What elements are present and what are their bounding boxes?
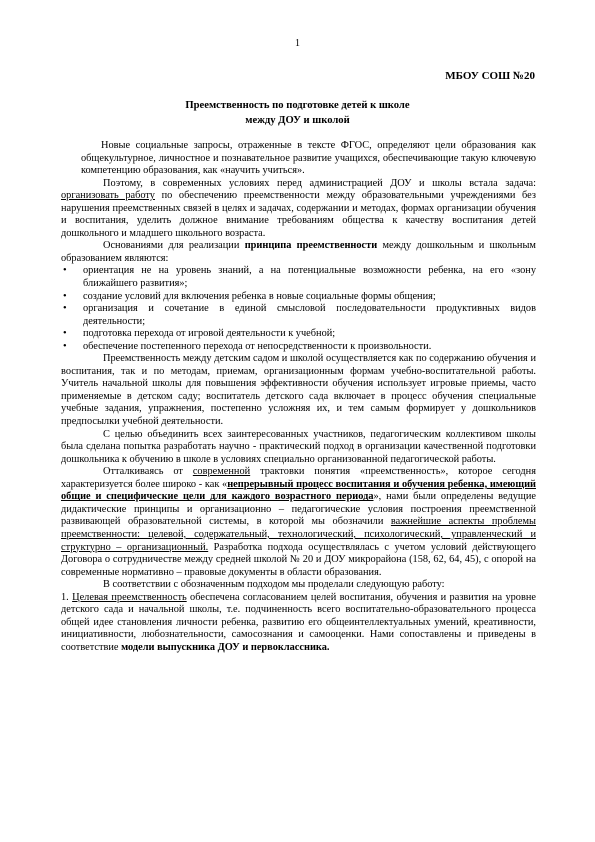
- aspects-underlined: важнейшие аспекты проблемы преемственности: целевой, содержательный, технологический, психологический, управленческий и структурно – организационный.: [61, 516, 536, 553]
- intro-paragraph: Новые социальные запросы, отраженные в тексте ФГОС, определяют цели образования как общекультурное, личностное и познавательное развитие учащихся, обеспечивающие такую ключевую компетенцию образования, как «научить учиться».: [81, 140, 536, 177]
- task-paragraph: [61, 178, 536, 241]
- task-text-start: Поэтому, в современных условиях перед администрацией ДОУ и школы встала задача:: [103, 177, 536, 189]
- bases-paragraph: [61, 240, 536, 265]
- list-item: • ориентация не на уровень знаний, а на потенциальные возможности ребенка, на его «зону ближайшего развития»;: [63, 265, 536, 290]
- bullet-icon: •: [63, 328, 67, 340]
- task-text-end: по обеспечению преемственности между образовательными учреждениями без нарушения преемственных связей в целях и задачах, содержании и методах, формах организации обучения и воспитания, уделить должное внимание требованиям общества к качеству воспитания детей дошкольного и младшего школьного возраста.: [61, 190, 536, 239]
- bullet-icon: •: [63, 290, 67, 302]
- target-continuity-paragraph: 1. Целевая преемственность обеспечена согласованием целей воспитания, обучения и развития на уровне детского сада и начальной школы, т.е. подчиненность всего воспитательно-образовательного процесса общей идее становления личности ребенка, развитию его общеинтеллектуальных умений, креативности, инициативности, любознательности, самосознания и самооценки. Нами сопоставлены и приведены в соответствие модели выпускника ДОУ и первоклассника.: [61, 591, 536, 653]
- list-item: • организация и сочетание в единой смысловой последовательности продуктивных видов деятельности;: [63, 303, 536, 327]
- document-title: [0, 98, 595, 128]
- graduate-model-bold: модели выпускника ДОУ и первоклассника.: [121, 641, 330, 653]
- bases-bold: принципа преемственности: [244, 240, 378, 252]
- work-intro-paragraph: В соответствии с обозначенным подходом мы проделали следующую работу:: [103, 579, 445, 591]
- continuity-paragraph: Преемственность между детским садом и школой осуществляется как по содержанию обучения и воспитания, так и по методам, приемам, организационным формам учебно-воспитательной работы. Учитель начальной школы для повышения эффективности обучения использует игровые приемы, часто применяемые в детском саду; воспитатель детского сада включает в процесс обучения специальные учебные задания, упражнения, постепенно усложняя их, и тем самым формирует у дошкольников предпосылки учебной деятельности.: [61, 353, 536, 428]
- page-number: 1: [295, 38, 300, 49]
- list-item: • подготовка перехода от игровой деятельности к учебной;: [63, 328, 336, 340]
- definition-underlined: современной: [192, 466, 251, 478]
- definition-bold-quote: непрерывный процесс воспитания и обучения ребенка, имеющий общие и специфические цели для каждого возрастного периода: [61, 478, 536, 503]
- bases-list: [61, 265, 536, 353]
- title-line-2: между ДОУ и школой: [245, 115, 350, 126]
- title-line-1: Преемственность по подготовке детей к школе: [185, 100, 410, 111]
- school-name: МБОУ СОШ №20: [445, 70, 535, 82]
- target-continuity-underlined: Целевая преемственность: [72, 591, 187, 603]
- bases-text-end: между дошкольным и школьным образованием являются:: [61, 240, 536, 264]
- bullet-icon: •: [63, 303, 67, 315]
- bullet-icon: •: [63, 340, 67, 352]
- approach-paragraph: С целью объединить всех заинтересованных участников, педагогическим коллективом школы была сделана попытка разработать научно - практический подход в организации качественной подготовки дошкольника к обучению в школе в условиях специально организованной педагогической работы.: [61, 428, 536, 465]
- document-body: [61, 140, 536, 654]
- bases-text-start: Основаниями для реализации: [103, 240, 240, 252]
- list-item: • обеспечение постепенного перехода от непосредственности к произвольности.: [63, 340, 432, 352]
- task-underlined: организовать работу: [61, 190, 155, 202]
- definition-paragraph: Отталкиваясь от современной трактовки понятия «преемственность», которое сегодня характеризуется более широко - как «непрерывный процесс воспитания и обучения ребенка, имеющий общие и специфические цели для каждого возрастного периода», нами были определены ведущие дидактические принципы и организационно – педагогические условия построения преемственной развивающей образовательной системы, в которой мы обозначили важнейшие аспекты проблемы преемственности: целевой, содержательный, технологический, психологический, управленческий и структурно – организационный. Разработка подхода осуществлялась с учетом условий действующего Договора о сотрудничестве между средней школой № 20 и ДОУ микрорайона (158, 62, 64, 45), с опорой на современные нормативно – правовые документы в области образования.: [61, 466, 536, 578]
- list-item: • создание условий для включения ребенка в новые социальные формы общения;: [63, 290, 436, 302]
- bullet-icon: •: [63, 265, 67, 277]
- item-number: 1.: [61, 591, 69, 603]
